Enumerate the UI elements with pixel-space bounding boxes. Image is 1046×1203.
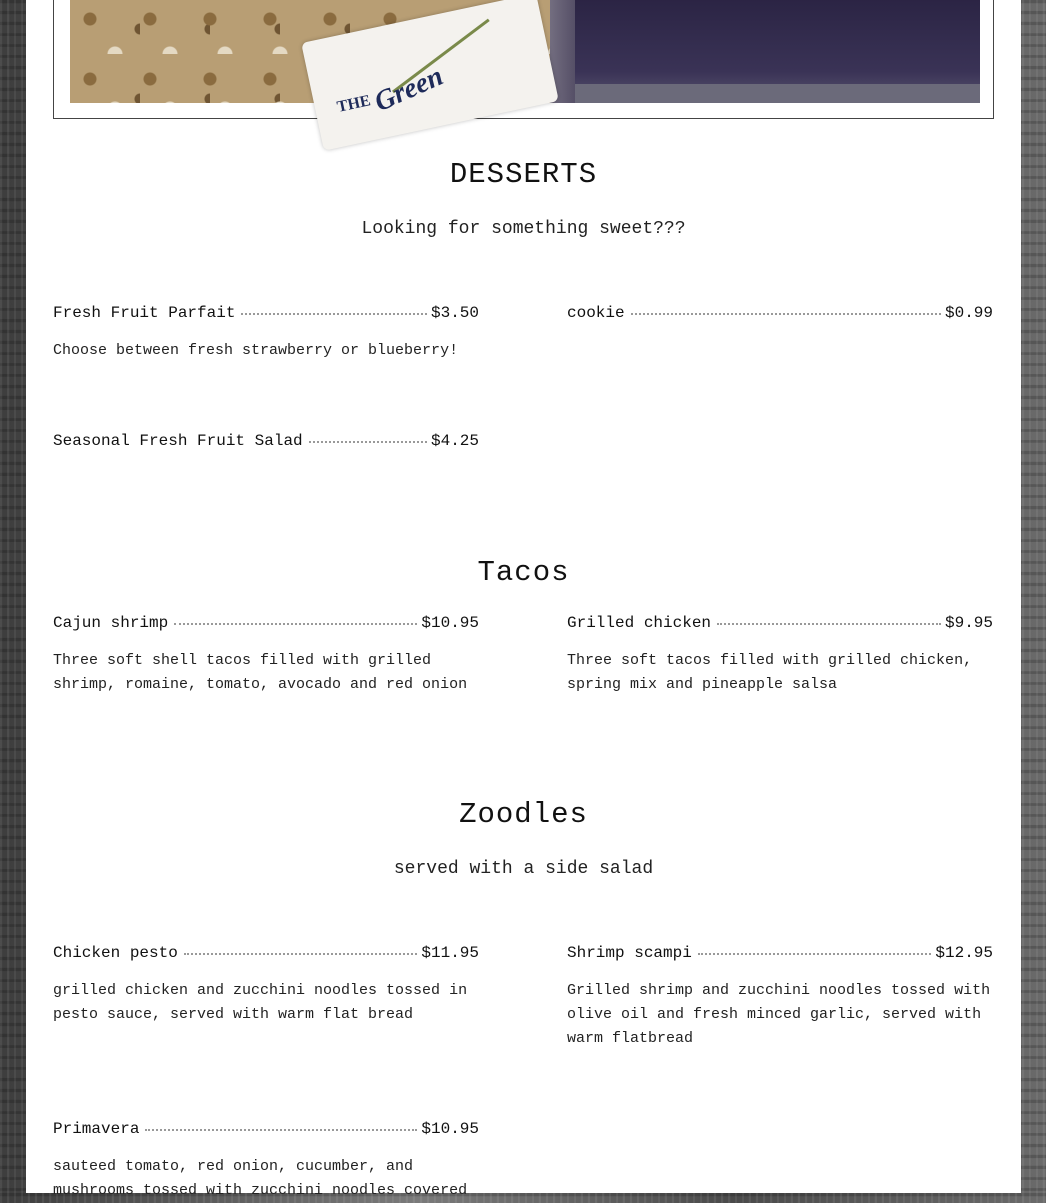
item-name: Seasonal Fresh Fruit Salad xyxy=(53,432,303,450)
item-price: $11.95 xyxy=(421,944,479,962)
item-price: $0.99 xyxy=(944,304,993,322)
item-description: sauteed tomato, red onion, cucumber, and mushrooms tossed with zucchini noodles covered xyxy=(53,1158,468,1199)
item-name: Shrimp scampi xyxy=(567,944,692,962)
dot-leader xyxy=(309,440,427,443)
item-name: Primavera xyxy=(53,1120,140,1138)
section-title-zoodles: Zoodles xyxy=(459,798,588,831)
menu-item xyxy=(567,614,993,697)
item-description: Three soft shell tacos filled with grilled shrimp, romaine, tomato, avocado and red onion xyxy=(53,652,468,693)
menu-item xyxy=(567,304,993,322)
item-name: Chicken pesto xyxy=(53,944,178,962)
item-name: Fresh Fruit Parfait xyxy=(53,304,236,322)
dot-leader xyxy=(698,952,932,955)
section-title-desserts: DESSERTS xyxy=(449,158,598,191)
section-title-tacos: Tacos xyxy=(477,556,570,589)
food-photo xyxy=(70,0,980,119)
label-the: THE xyxy=(335,92,373,116)
section-subtitle-zoodles: served with a side salad xyxy=(393,859,654,879)
photo-frame xyxy=(53,0,994,119)
dot-leader xyxy=(174,622,417,625)
section-subtitle-desserts: Looking for something sweet??? xyxy=(361,219,686,239)
dot-leader xyxy=(717,622,941,625)
item-name: Grilled chicken xyxy=(567,614,712,632)
item-description: grilled chicken and zucchini noodles tossed in pesto sauce, served with warm flat bread xyxy=(53,982,468,1023)
dot-leader xyxy=(145,1128,417,1131)
item-description: Grilled shrimp and zucchini noodles tossed with olive oil and fresh minced garlic, served with warm flatbread xyxy=(567,982,991,1047)
item-price: $3.50 xyxy=(430,304,479,322)
item-price: $9.95 xyxy=(944,614,993,632)
menu-item xyxy=(53,944,479,1027)
dot-leader xyxy=(184,952,418,955)
item-price: $12.95 xyxy=(935,944,993,962)
item-name: cookie xyxy=(567,304,625,322)
menu-item xyxy=(53,432,479,450)
item-description: Choose between fresh strawberry or blueberry! xyxy=(53,342,459,359)
item-description: Three soft tacos filled with grilled chicken, spring mix and pineapple salsa xyxy=(567,652,973,693)
item-price: $10.95 xyxy=(421,614,479,632)
tumbler-bottom xyxy=(575,84,980,103)
menu-item xyxy=(53,614,479,697)
menu-page xyxy=(26,0,1021,1199)
menu-item xyxy=(53,1120,479,1203)
label-brand: Green xyxy=(369,60,448,119)
item-price: $4.25 xyxy=(430,432,479,450)
dot-leader xyxy=(241,312,427,315)
dot-leader xyxy=(631,312,941,315)
menu-item xyxy=(567,944,993,1051)
item-name: Cajun shrimp xyxy=(53,614,169,632)
menu-item xyxy=(53,304,479,363)
item-price: $10.95 xyxy=(421,1120,479,1138)
